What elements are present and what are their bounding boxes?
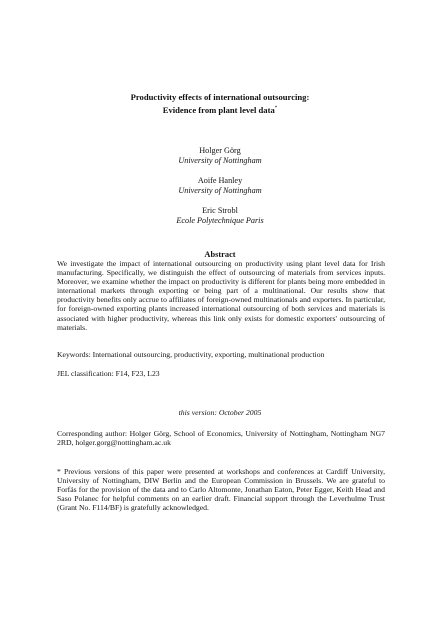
author-affiliation: Ecole Polytechnique Paris bbox=[176, 216, 264, 225]
abstract-heading: Abstract bbox=[204, 250, 236, 259]
author-name: Eric Strobl bbox=[202, 206, 238, 215]
author-2 bbox=[0, 176, 440, 196]
author-1 bbox=[0, 146, 440, 166]
jel-classification: JEL classification: F14, F23, L23 bbox=[57, 369, 160, 378]
paper-title bbox=[0, 92, 440, 116]
title-line-2-text: Evidence from plant level data bbox=[162, 104, 275, 115]
title-footnote-mark: * bbox=[274, 106, 278, 111]
author-name: Aoife Hanley bbox=[197, 176, 243, 185]
corresponding-author: Corresponding author: Holger Görg, School of Economics, University of Nottingham, Nottingham NG7 2RD, holger.gorg@nottingham.ac.uk bbox=[57, 429, 385, 448]
title-line-2 bbox=[0, 103, 440, 116]
abstract-text: We investigate the impact of international outsourcing on productivity using plant level data for Irish manufacturing. Specifically, we distinguish the effect of outsourcing of materials from services inputs. Moreover, we examine whether the impact on productivity is different for plants being more embedded in international markets through exporting or being part of a multinational. Our results show that productivity benefits only accrue to affiliates of foreign-owned multinationals and exporters. In particular, for foreign-owned exporting plants increased international outsourcing of both services and materials is associated with higher productivity, whereas this link only exists for domestic exporters' outsourcing of materials. bbox=[57, 259, 385, 332]
keywords: Keywords: International outsourcing, productivity, exporting, multinational production bbox=[57, 350, 325, 359]
title-line-1: Productivity effects of international outsourcing: bbox=[130, 92, 310, 102]
author-affiliation: University of Nottingham bbox=[178, 156, 262, 165]
author-affiliation: University of Nottingham bbox=[178, 186, 262, 195]
acknowledgement-footnote: * Previous versions of this paper were presented at workshops and conferences at Cardiff University, University of Nottingham, DIW Berlin and the European Commission in Brussels. We are grateful to Forfás for the provision of the data and to Carlo Altomonte, Jonathan Eaton, Peter Egger, Keith Head and Saso Polanec for helpful comments on an earlier draft. Financial support through the Leverhulme Trust (Grant No. F114/BF) is gratefully acknowledged. bbox=[57, 467, 385, 513]
author-name: Holger Görg bbox=[199, 146, 241, 155]
author-3 bbox=[0, 206, 440, 226]
version-date: this version: October 2005 bbox=[178, 408, 262, 417]
